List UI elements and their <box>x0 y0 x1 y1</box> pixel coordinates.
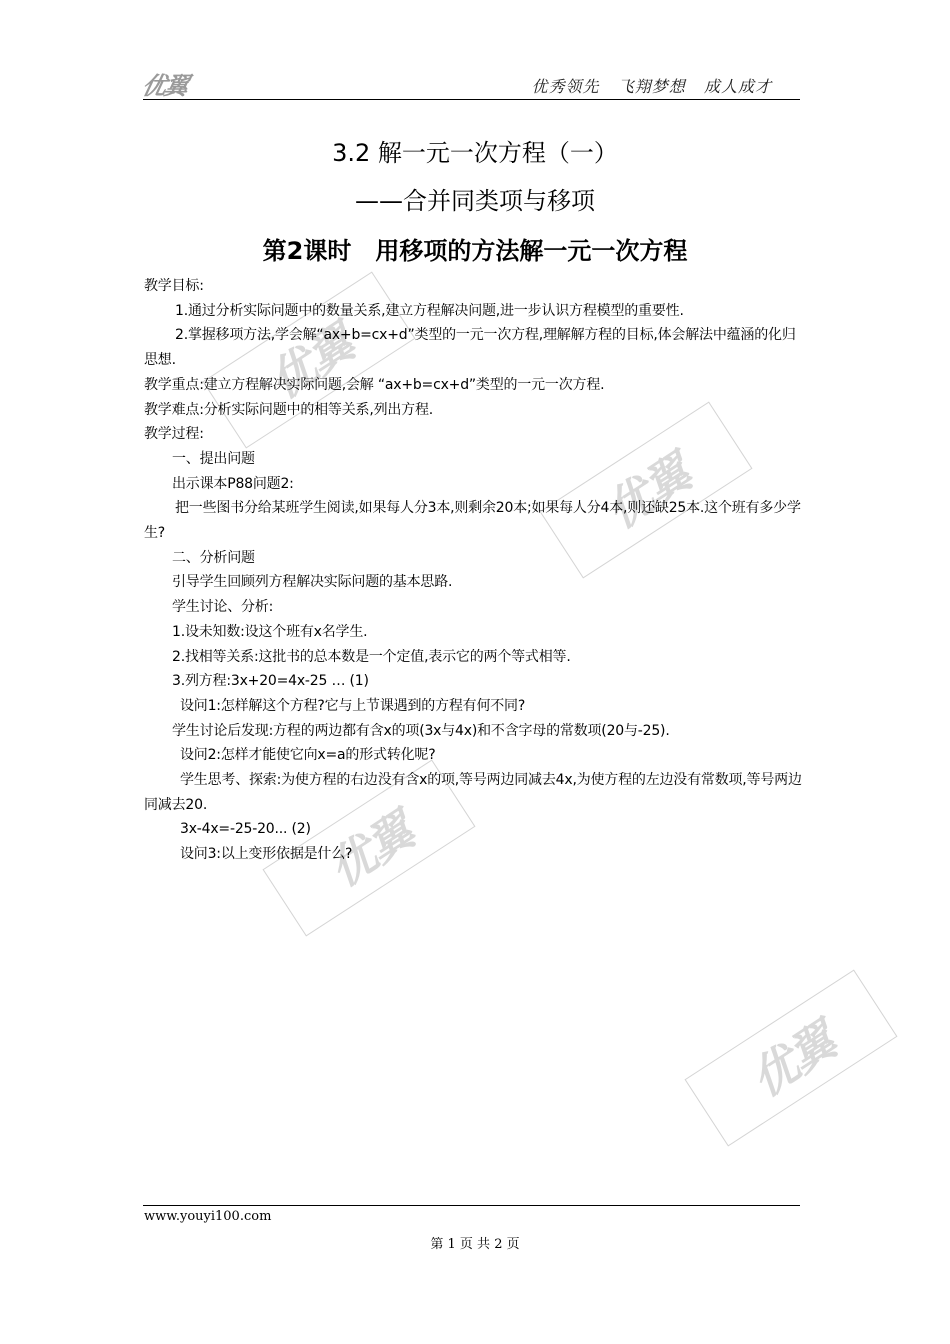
watermark-text: 优翼 <box>741 1013 845 1108</box>
explore-text-span: 学生思考、探索:为使方程的右边没有含x的项,等号两边同减去4x,为使方程的左边没有常数项,等号两边同减去20. <box>144 772 802 813</box>
show-problem: 出示课本P88问题2: <box>172 475 294 492</box>
problem-text <box>144 496 808 545</box>
problem-text-span: 把一些图书分给某班学生阅读,如果每人分3本,则剩余20本;如果每人分4本,则还缺25本.这个班有多少学生? <box>144 500 801 542</box>
equation-2: 3x-4x=-25-20... (2) <box>180 821 311 838</box>
explore-text <box>144 768 808 817</box>
header-logo: 优翼 <box>139 72 190 100</box>
document-subtitle: ——合并同类项与移项 <box>355 187 595 215</box>
guide-text: 引导学生回顾列方程解决实际问题的基本思路. <box>172 574 453 591</box>
discuss-text: 学生讨论、分析: <box>172 599 274 616</box>
footer-divider <box>143 1205 800 1206</box>
question-1: 设问1:怎样解这个方程?它与上节课遇到的方程有何不同? <box>180 697 526 714</box>
section-2-heading: 二、分析问题 <box>172 549 255 566</box>
lesson-body <box>144 274 808 867</box>
question-3: 设问3:以上变形依据是什么? <box>180 846 353 863</box>
footer-url: www.youyi100.com <box>144 1209 272 1224</box>
question-2: 设问2:怎样才能使它向x=a的形式转化呢? <box>180 747 436 764</box>
step-2: 2.找相等关系:这批书的总本数是一个定值,表示它的两个等式相等. <box>172 648 571 665</box>
header-divider <box>143 99 800 100</box>
key-point: 教学重点:建立方程解决实际问题,会解 “ax+b=cx+d”类型的一元一次方程. <box>144 376 605 393</box>
difficulty: 教学难点:分析实际问题中的相等关系,列出方程. <box>144 401 434 418</box>
lesson-title: 第2课时 用移项的方法解一元一次方程 <box>262 237 688 265</box>
objective-2-text: 2.掌握移项方法,学会解“ax+b=cx+d”类型的一元一次方程,理解解方程的目标,体会解法中蕴涵的化归思想. <box>144 327 796 369</box>
watermark-text: 优翼 <box>259 315 363 410</box>
section-1-heading: 一、提出问题 <box>172 450 255 467</box>
objectives-label: 教学目标: <box>144 278 204 294</box>
header-motto: 优秀领先 飞翔梦想 成人成才 <box>531 77 772 96</box>
process-label: 教学过程: <box>144 426 204 443</box>
watermark-text: 优翼 <box>319 803 423 898</box>
page-number: 第 1 页 共 2 页 <box>430 1237 520 1252</box>
objective-1: 1.通过分析实际问题中的数量关系,建立方程解决问题,进一步认识方程模型的重要性. <box>175 302 684 319</box>
objective-2 <box>144 323 808 372</box>
document-title: 3.2 解一元一次方程（一） <box>332 139 618 167</box>
watermark-text: 优翼 <box>596 445 700 540</box>
step-1: 1.设未知数:设这个班有x名学生. <box>172 623 368 640</box>
finding-text: 学生讨论后发现:方程的两边都有含x的项(3x与4x)和不含字母的常数项(20与-25). <box>172 722 670 739</box>
step-3: 3.列方程:3x+20=4x-25 … (1) <box>172 673 369 690</box>
watermark-4 <box>685 969 898 1146</box>
